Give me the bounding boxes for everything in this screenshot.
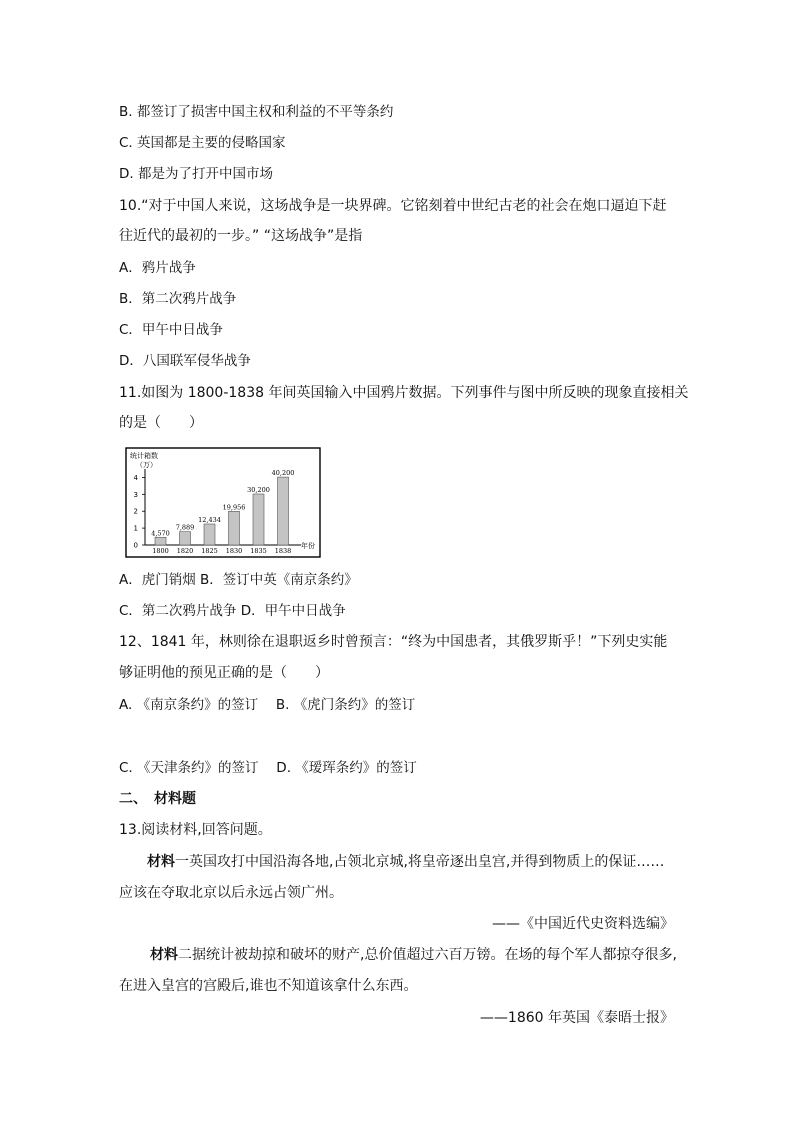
- material-1-label: 材料: [147, 854, 175, 870]
- q11-stem-line2: 的是（ ）: [119, 415, 203, 431]
- material-2-source: ——1860 年英国《泰晤士报》: [479, 1010, 674, 1026]
- chart-bar: [229, 511, 240, 545]
- q10-stem-line2: 往近代的最初的一步。” “这场战争”是指: [119, 228, 363, 244]
- q11-options-cd: C．第二次鸦片战争 D．甲午中日战争: [119, 603, 346, 619]
- q10-option-c: C．甲午中日战争: [119, 322, 223, 338]
- chart-y-tick-label: 4: [133, 473, 138, 482]
- material-1-source: ——《中国近代史资料选编》: [492, 916, 674, 932]
- chart-bar: [278, 477, 289, 545]
- chart-data-label: 40,200: [271, 469, 295, 478]
- q10-stem-line1: 10.“对于中国人来说，这场战争是一块界碑。它铭刻着中世纪古老的社会在炮口逼迫下赶: [119, 198, 667, 214]
- chart-y-tick-label: 2: [133, 507, 138, 516]
- chart-data-label: 7,889: [175, 523, 195, 532]
- material-1-text: 一英国攻打中国沿海各地,占领北京城,将皇帝逐出皇宫,并得到物质上的保证……: [175, 854, 665, 870]
- chart-bar: [204, 524, 215, 545]
- material-1-line2: 应该在夺取北京以后永远占领广州。: [119, 885, 343, 901]
- chart-data-label: 19,956: [222, 503, 246, 512]
- q10-option-d: D．八国联军侵华战争: [119, 353, 251, 369]
- q12-options-ab: A. 《南京条约》的签订 B. 《虎门条约》的签订: [119, 697, 416, 713]
- chart-y-tick-label: 0: [133, 541, 138, 550]
- chart-x-tick-label: 1820: [176, 547, 194, 555]
- chart-bar: [253, 494, 264, 545]
- chart-y-tick-label: 1: [133, 524, 138, 533]
- q12-stem-line1: 12、1841 年，林则徐在退职返乡时曾预言：“终为中国患者，其俄罗斯乎！”下列史实能: [119, 634, 668, 650]
- material-2-line1: [150, 945, 677, 965]
- chart-bar: [180, 532, 191, 545]
- q10-option-b: B．第二次鸦片战争: [119, 291, 237, 307]
- q12-options-cd: C. 《天津条约》的签订 D. 《瑷珲条约》的签订: [119, 760, 417, 776]
- chart-y-tick-label: 3: [133, 490, 138, 499]
- chart-data-label: 30,200: [247, 485, 270, 494]
- q10-option-a: A．鸦片战争: [119, 260, 196, 276]
- material-1-line1: [147, 852, 664, 872]
- q9-option-d: D. 都是为了打开中国市场: [119, 166, 273, 182]
- opium-import-bar-chart: [125, 447, 321, 558]
- material-2-label: 材料: [150, 947, 178, 963]
- chart-y-axis-unit: （万）: [136, 461, 157, 469]
- q9-option-b: B. 都签订了损害中国主权和利益的不平等条约: [119, 104, 394, 120]
- chart-data-label: 12,434: [198, 516, 221, 525]
- section-2-title: 二、 材料题: [119, 791, 196, 807]
- chart-x-tick-label: 1835: [250, 547, 267, 555]
- chart-x-tick-label: 1830: [225, 547, 243, 555]
- chart-y-axis-label: 统计箱数: [130, 452, 158, 460]
- chart-x-tick-label: 1825: [201, 547, 218, 555]
- q11-stem-line1: 11.如图为 1800-1838 年间英国输入中国鸦片数据。下列事件与图中所反映的现象直接相关: [119, 385, 689, 401]
- chart-x-tick-label: 1800: [152, 547, 169, 555]
- chart-x-tick-label: 1838: [274, 547, 292, 555]
- q9-option-c: C. 英国都是主要的侵略国家: [119, 135, 286, 151]
- q12-stem-line2: 够证明他的预见正确的是（ ）: [119, 665, 329, 681]
- material-2-line2: 在进入皇宫的宫殿后,谁也不知道该拿什么东西。: [119, 978, 418, 994]
- material-2-text: 二据统计被劫掠和破坏的财产,总价值超过六百万镑。在场的每个军人都掠夺很多,: [178, 947, 677, 963]
- chart-x-axis-label: 年份: [301, 542, 315, 550]
- q13-stem: 13.阅读材料,回答问题。: [119, 822, 272, 838]
- chart-data-label: 4,570: [151, 529, 170, 538]
- chart-bar: [155, 537, 166, 545]
- q11-options-ab: A．虎门销烟 B．签订中英《南京条约》: [119, 572, 358, 588]
